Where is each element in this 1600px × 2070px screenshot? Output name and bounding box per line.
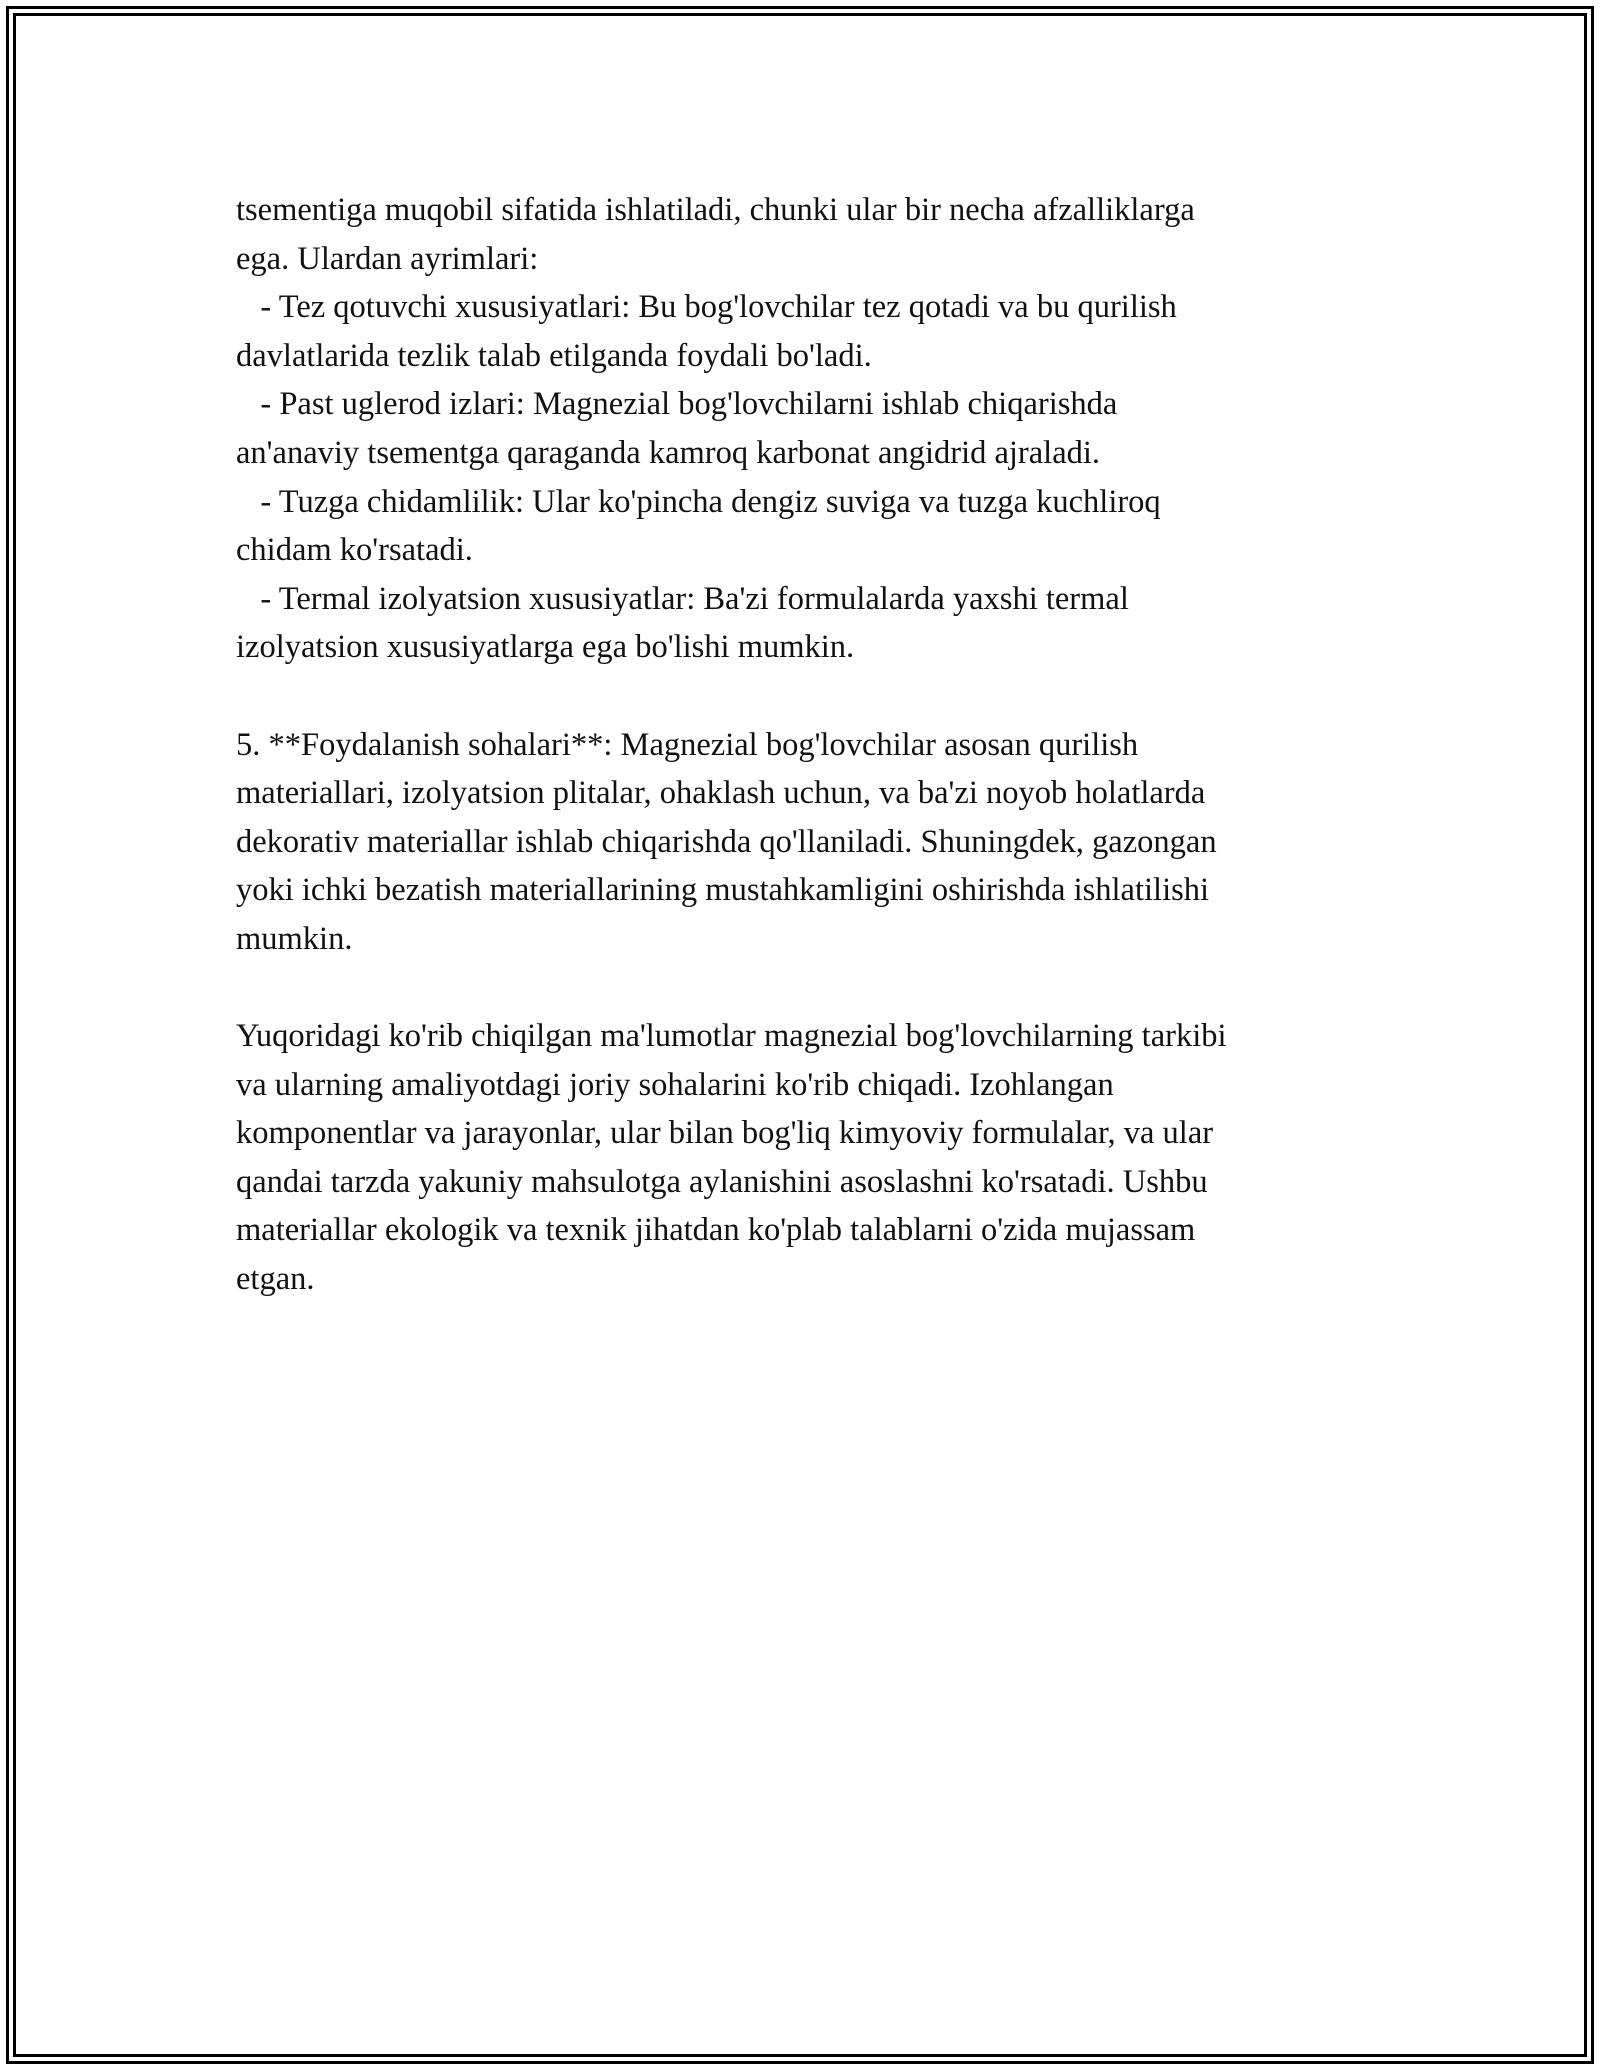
text-line: materiallari, izolyatsion plitalar, ohaklash uchun, va ba'zi noyob holatlarda (236, 775, 1206, 812)
text-line: - Termal izolyatsion xususiyatlar: Ba'zi formulalarda yaxshi termal (236, 580, 1129, 617)
text-line: izolyatsion xususiyatlarga ega bo'lishi mumkin. (236, 629, 855, 666)
text-line: davlatlarida tezlik talab etilganda foydali bo'ladi. (236, 337, 872, 374)
advantages-list (236, 283, 1416, 672)
paragraph-spacer (236, 964, 1416, 1013)
text-line: yoki ichki bezatish materiallarining mustahkamligini oshirishda ishlatilishi (236, 872, 1210, 909)
continuation-paragraph (236, 186, 1416, 283)
text-line: dekorativ materiallar ishlab chiqarishda qo'llaniladi. Shuningdek, gazongan (236, 823, 1217, 860)
text-line: an'anaviy tsementga qaraganda kamroq karbonat angidrid ajraladi. (236, 434, 1101, 471)
text-line: komponentlar va jarayonlar, ular bilan bog'liq kimyoviy formulalar, va ular (236, 1115, 1214, 1152)
section-5-paragraph (236, 721, 1416, 964)
text-line: ega. Ulardan ayrimlari: (236, 240, 539, 277)
advantage-item-thermal-insulation (236, 575, 1416, 672)
text-line: tsementiga muqobil sifatida ishlatiladi, chunki ular bir necha afzalliklarga (236, 192, 1195, 228)
paragraph-spacer (236, 672, 1416, 721)
text-line: mumkin. (236, 920, 353, 957)
text-line: etgan. (236, 1261, 315, 1298)
text-line: 5. **Foydalanish sohalari**: Magnezial bog'lovchilar asosan qurilish (236, 726, 1139, 763)
text-line: - Tez qotuvchi xususiyatlari: Bu bog'lovchilar tez qotadi va bu qurilish (236, 289, 1177, 326)
document-body (236, 186, 1416, 1304)
advantage-item-rapid-setting (236, 283, 1416, 380)
text-line: va ularning amaliyotdagi joriy sohalarini ko'rib chiqadi. Izohlangan (236, 1066, 1114, 1103)
advantage-item-salt-resistance (236, 478, 1416, 575)
text-line: - Past uglerod izlari: Magnezial bog'lovchilarni ishlab chiqarishda (236, 386, 1118, 423)
text-line: Yuqoridagi ko'rib chiqilgan ma'lumotlar magnezial bog'lovchilarning tarkibi (236, 1018, 1227, 1055)
conclusion-paragraph (236, 1012, 1416, 1304)
text-line: qandai tarzda yakuniy mahsulotga aylanishini asoslashni ko'rsatadi. Ushbu (236, 1163, 1208, 1200)
text-line: materiallar ekologik va texnik jihatdan ko'plab talablarni o'zida mujassam (236, 1212, 1196, 1249)
text-line: - Tuzga chidamlilik: Ular ko'pincha dengiz suviga va tuzga kuchliroq (236, 483, 1161, 520)
advantage-item-low-carbon (236, 380, 1416, 477)
text-line: chidam ko'rsatadi. (236, 532, 473, 569)
